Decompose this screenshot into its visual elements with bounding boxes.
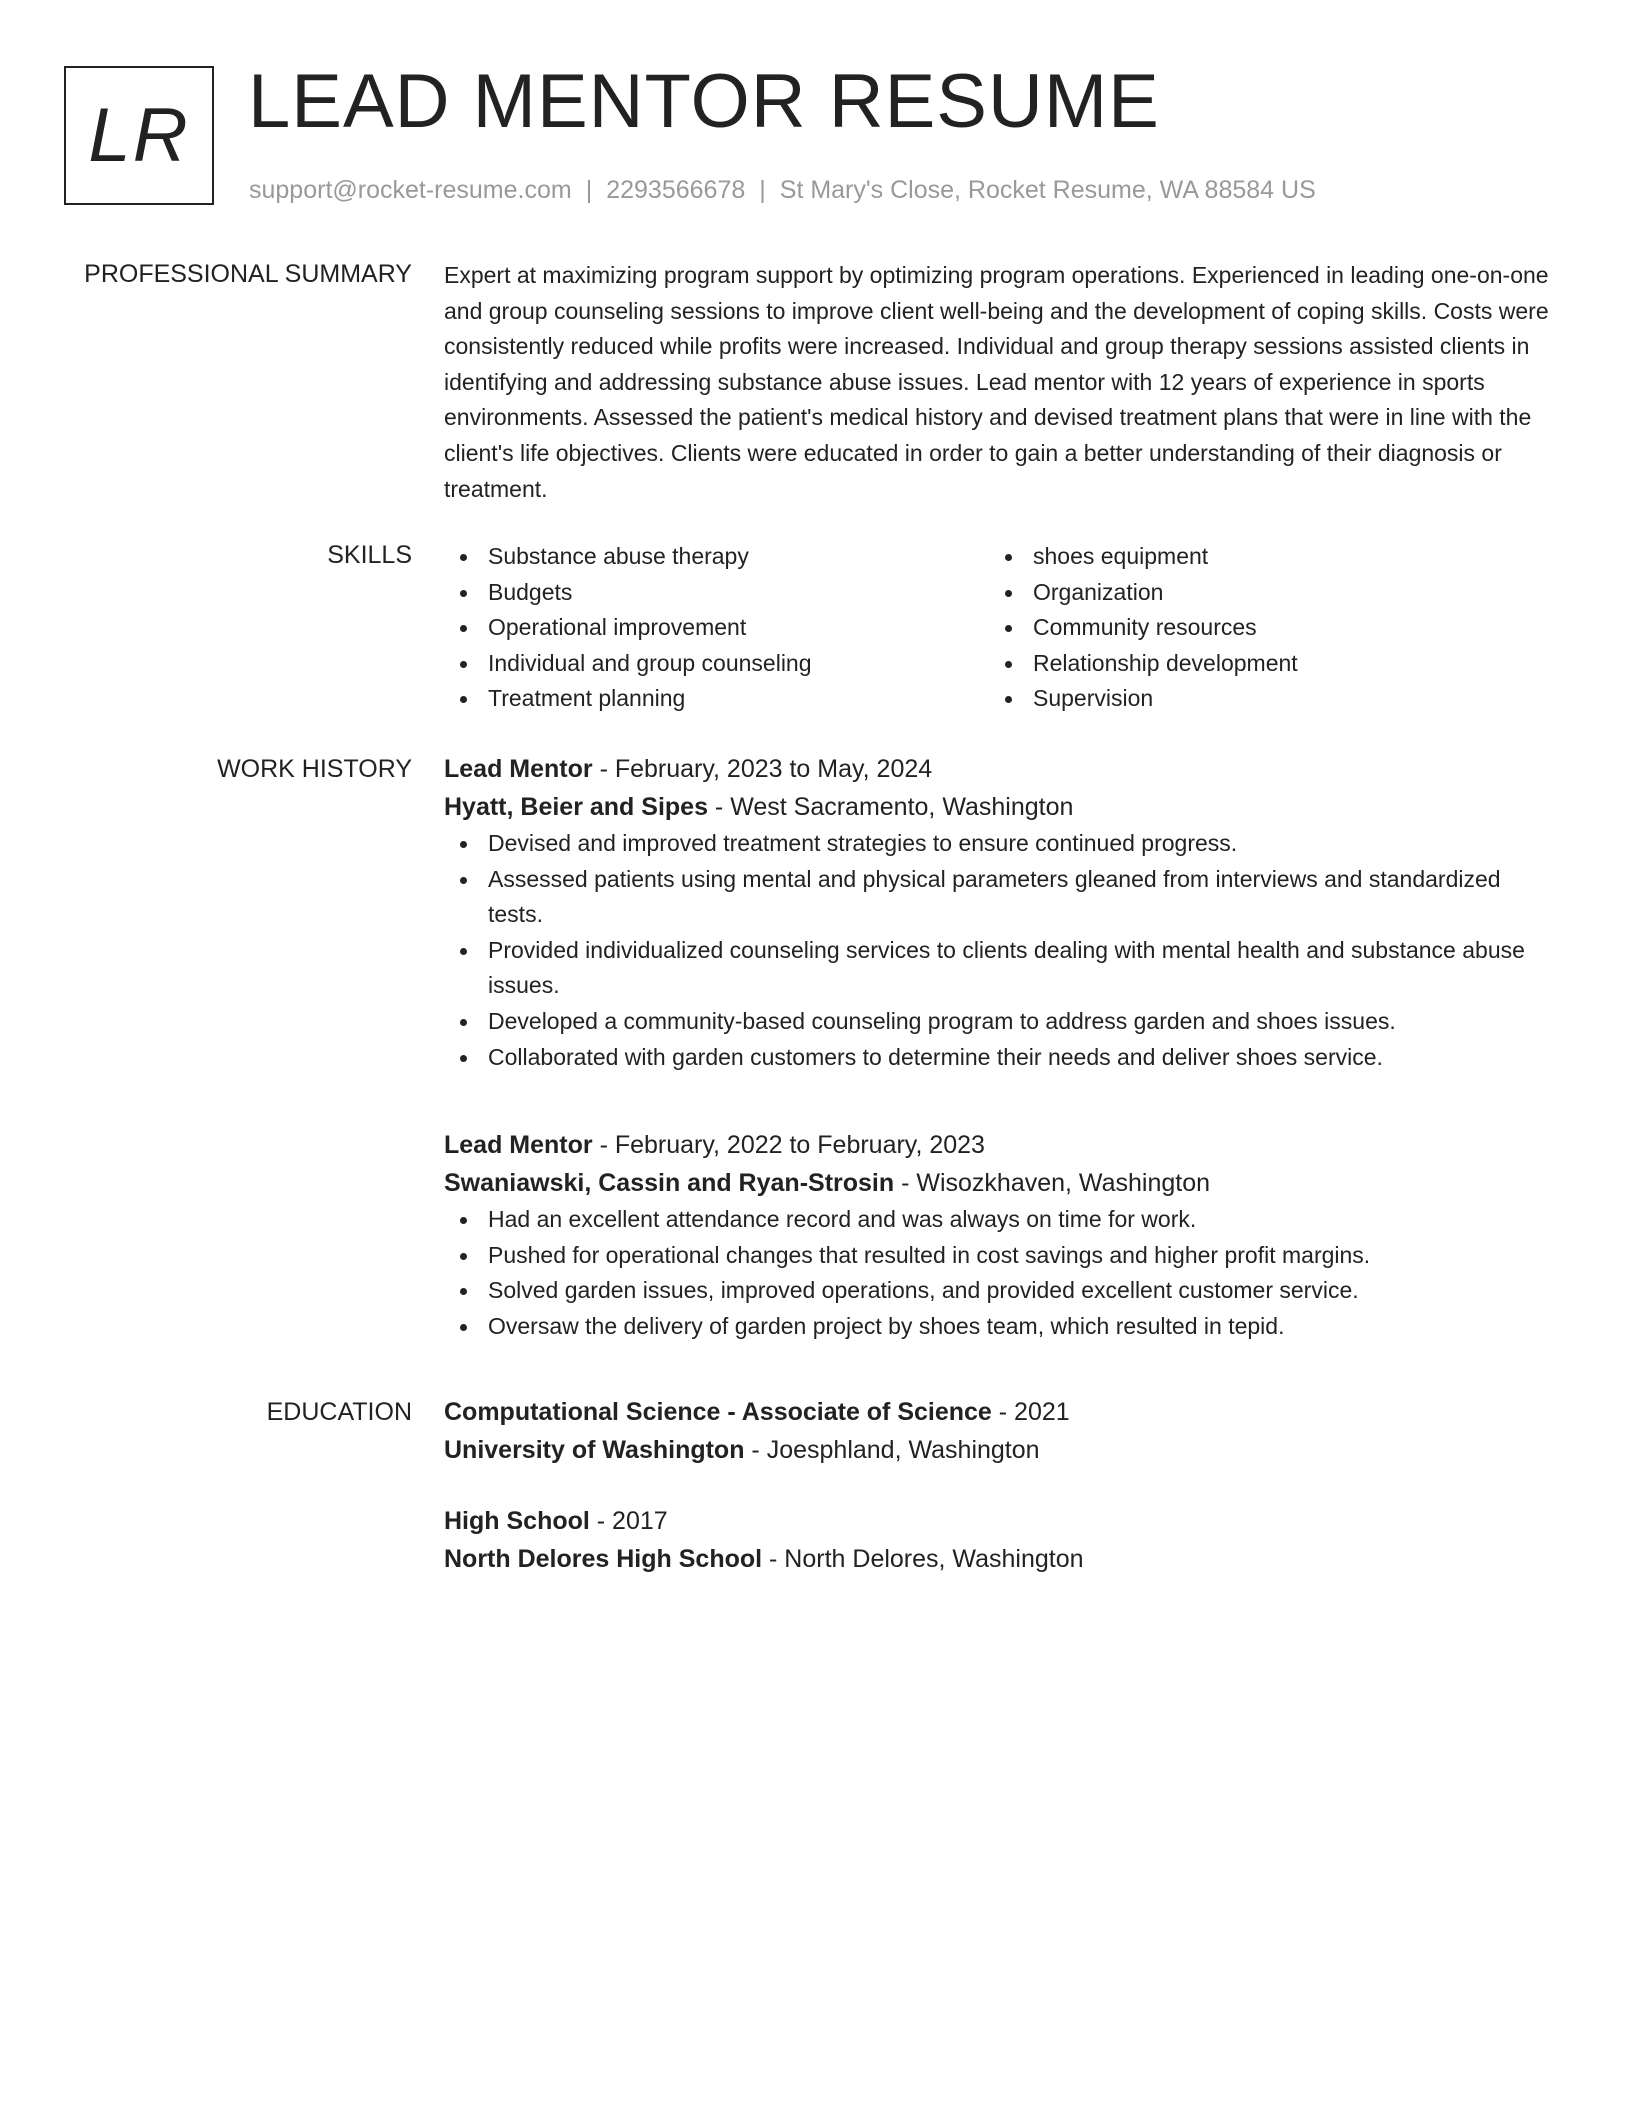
skills-section — [444, 539, 1556, 717]
contact-line — [249, 174, 1316, 206]
job-bullet: Had an excellent attendance record and was always on time for work. — [444, 1202, 1556, 1238]
skills-list-right — [989, 539, 1298, 717]
skill-item: Organization — [989, 575, 1298, 611]
skill-item: Substance abuse therapy — [444, 539, 989, 575]
job-location: - Wisozkhaven, Washington — [894, 1169, 1211, 1197]
job-title-line — [444, 1126, 1556, 1164]
job-bullet: Oversaw the delivery of garden project by shoes team, which resulted in tepid. — [444, 1309, 1556, 1345]
degree-name: Computational Science - Associate of Science — [444, 1398, 992, 1426]
skill-item: Treatment planning — [444, 681, 989, 717]
school-line — [444, 1540, 1556, 1578]
skills-grid — [444, 539, 1556, 717]
summary-section — [444, 258, 1556, 507]
contact-email[interactable]: support@rocket-resume.com — [249, 176, 572, 204]
school-name: University of Washington — [444, 1436, 745, 1464]
skill-item: Individual and group counseling — [444, 646, 989, 682]
job-bullet: Devised and improved treatment strategies to ensure continued progress. — [444, 826, 1556, 862]
job-company-line — [444, 1164, 1556, 1202]
degree-year: - 2017 — [589, 1507, 668, 1535]
section-label-education: EDUCATION — [266, 1398, 412, 1426]
degree-line — [444, 1393, 1556, 1431]
skill-item: Community resources — [989, 610, 1298, 646]
job-bullet: Pushed for operational changes that resulted in cost savings and higher profit margins. — [444, 1238, 1556, 1274]
job-dates: - February, 2022 to February, 2023 — [592, 1131, 985, 1159]
summary-text: Expert at maximizing program support by optimizing program operations. Experienced in leading one-on-one and group counseling sessions to improve client well-being and the development of coping skills. Costs were consistently reduced while profits were increased. Individual and group therapy sessions assisted clients in identifying and addressing substance abuse issues. Lead mentor with 12 years of experience in sports environments. Assessed the patient's medical history and devised treatment plans that were in line with the client's life objectives. Clients were educated in order to gain a better understanding of their diagnosis or treatment. — [444, 262, 1549, 502]
job-bullets — [444, 1202, 1556, 1344]
degree-year: - 2021 — [991, 1398, 1070, 1426]
skill-item: Supervision — [989, 681, 1298, 717]
job-bullets — [444, 826, 1556, 1075]
job-company: Swaniawski, Cassin and Ryan-Strosin — [444, 1169, 895, 1197]
job-bullet: Developed a community-based counseling program to address garden and shoes issues. — [444, 1004, 1556, 1040]
degree-line — [444, 1502, 1556, 1540]
job-title-line — [444, 750, 1556, 788]
job-title: Lead Mentor — [444, 1131, 593, 1159]
job-company: Hyatt, Beier and Sipes — [444, 793, 708, 821]
job-company-line — [444, 788, 1556, 826]
skills-list-left — [444, 539, 989, 717]
job-bullet: Collaborated with garden customers to determine their needs and deliver shoes service. — [444, 1040, 1556, 1076]
section-label-summary: PROFESSIONAL SUMMARY — [84, 260, 412, 288]
job-dates: - February, 2023 to May, 2024 — [592, 755, 933, 783]
page-title: LEAD MENTOR RESUME — [248, 59, 1160, 144]
section-label-work-history: WORK HISTORY — [217, 755, 412, 783]
job-bullet: Solved garden issues, improved operations, and provided excellent customer service. — [444, 1273, 1556, 1309]
job-bullet: Assessed patients using mental and physical parameters gleaned from interviews and standardized tests. — [444, 862, 1556, 933]
skill-item: shoes equipment — [989, 539, 1298, 575]
job-entry — [444, 1126, 1556, 1344]
degree-name: High School — [444, 1507, 590, 1535]
education-entry — [444, 1502, 1556, 1578]
job-entry — [444, 750, 1556, 1075]
contact-phone[interactable]: 2293566678 — [606, 176, 746, 204]
job-title: Lead Mentor — [444, 755, 593, 783]
contact-address: St Mary's Close, Rocket Resume, WA 88584 US — [779, 176, 1316, 204]
section-label-skills: SKILLS — [327, 541, 412, 569]
skill-item: Budgets — [444, 575, 989, 611]
school-name: North Delores High School — [444, 1545, 763, 1573]
school-location: - Joesphland, Washington — [744, 1436, 1040, 1464]
skill-item: Relationship development — [989, 646, 1298, 682]
skill-item: Operational improvement — [444, 610, 989, 646]
contact-separator: | — [759, 176, 766, 204]
contact-separator: | — [585, 176, 593, 204]
monogram-logo: LR — [64, 66, 214, 205]
school-location: - North Delores, Washington — [762, 1545, 1084, 1573]
job-bullet: Provided individualized counseling services to clients dealing with mental health and substance abuse issues. — [444, 933, 1556, 1004]
education-entry — [444, 1393, 1556, 1469]
school-line — [444, 1431, 1556, 1469]
job-location: - West Sacramento, Washington — [707, 793, 1074, 821]
